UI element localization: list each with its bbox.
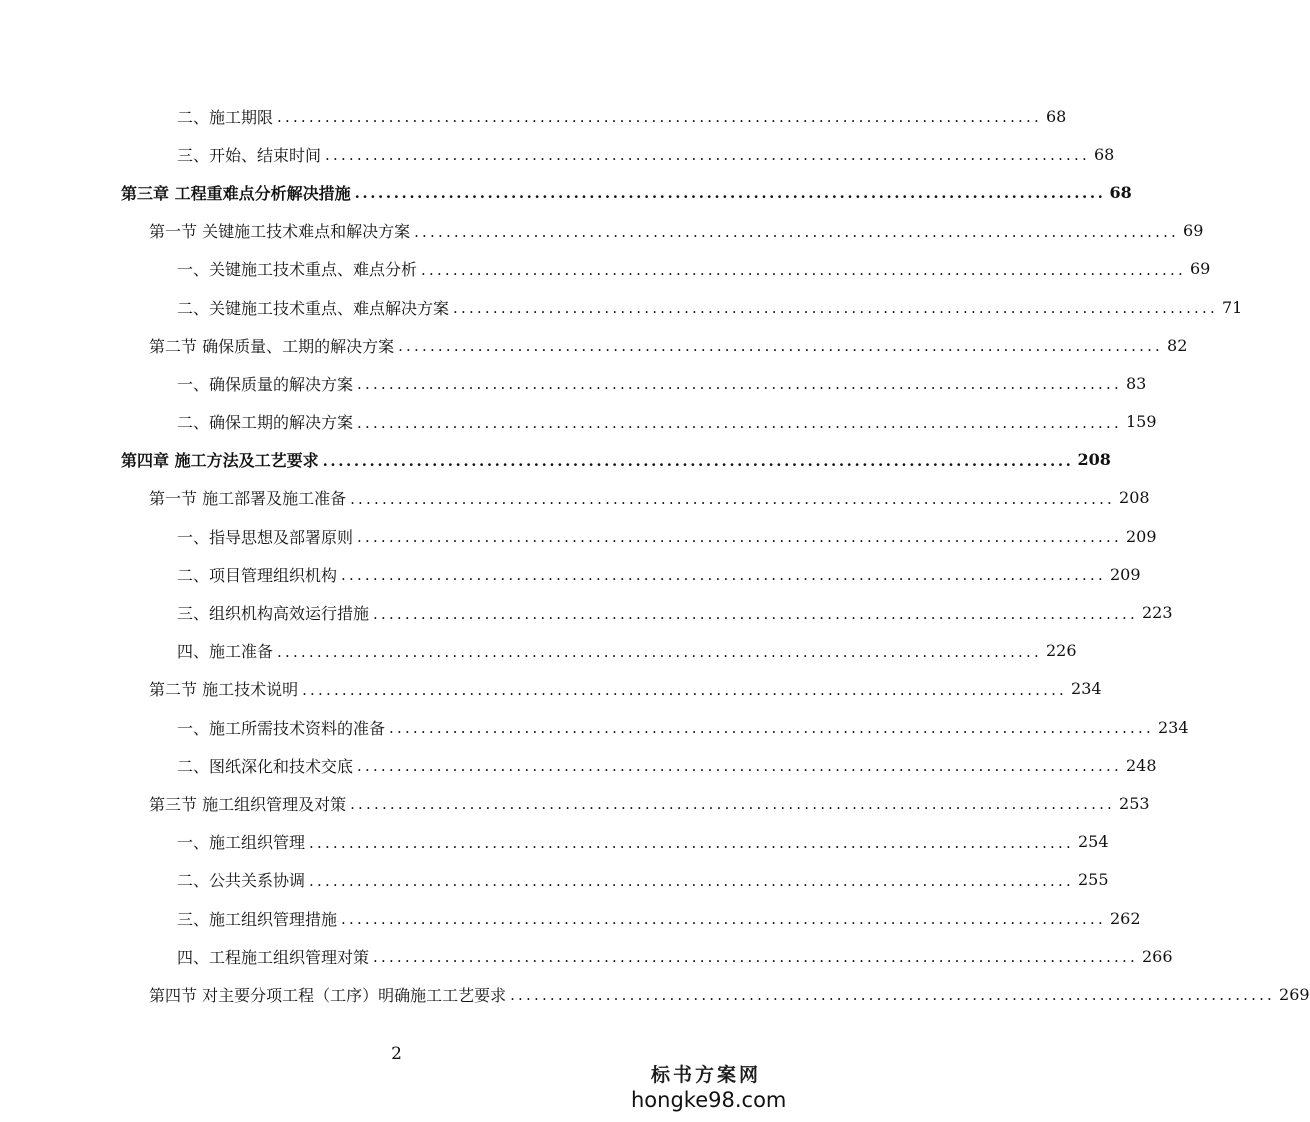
toc-entry-title: 一、指导思想及部署原则: [177, 527, 354, 547]
toc-entry[interactable]: [0, 97, 1067, 135]
toc-entry-title: 第一节 施工部署及施工准备: [149, 489, 347, 509]
toc-entry[interactable]: [0, 441, 1111, 479]
dot-leader: ................................................................................................: [357, 528, 1122, 547]
dot-leader: ................................................................................................: [373, 948, 1138, 967]
dot-leader: ................................................................................................: [354, 184, 1106, 203]
toc-entry-title: 二、关键施工技术重点、难点解决方案: [177, 298, 450, 318]
toc-entry-title: 三、施工组织管理措施: [177, 909, 338, 929]
toc-entry[interactable]: [0, 899, 1141, 937]
toc-entry-title: 第四节 对主要分项工程（工序）明确施工工艺要求: [149, 985, 507, 1005]
toc-entry[interactable]: [0, 250, 1211, 288]
toc-entry-title: 四、施工准备: [177, 642, 274, 662]
toc-entry-title: 二、公共关系协调: [177, 871, 306, 891]
dot-leader: ................................................................................................: [414, 222, 1180, 241]
toc-entry-title: 三、开始、结束时间: [177, 145, 322, 165]
watermark-logo: [631, 1064, 787, 1112]
dot-leader: ................................................................................................: [302, 680, 1068, 699]
toc-entry-title: 二、图纸深化和技术交底: [177, 756, 354, 776]
toc-entry-page: 253: [1119, 793, 1150, 813]
toc-entry-page: 68: [1045, 106, 1067, 126]
toc-entry-page: 69: [1189, 259, 1211, 279]
dot-leader: ................................................................................................: [322, 451, 1074, 470]
toc-entry[interactable]: [0, 555, 1141, 593]
dot-leader: ................................................................................................: [277, 108, 1042, 127]
dot-leader: ................................................................................................: [277, 642, 1042, 661]
toc-entry-page: 254: [1077, 832, 1109, 852]
watermark-site-name: 标书方案网: [650, 1064, 761, 1086]
dot-leader: ................................................................................................: [398, 337, 1164, 356]
toc-entry-page: 248: [1125, 755, 1157, 775]
toc-entry-page: 209: [1125, 526, 1157, 546]
toc-entry-page: 269: [1279, 984, 1310, 1004]
toc-entry-page: 69: [1183, 221, 1204, 241]
dot-leader: ................................................................................................: [357, 413, 1122, 432]
toc-entry-title: 第一节 关键施工技术难点和解决方案: [149, 222, 411, 242]
toc-entry[interactable]: [0, 403, 1157, 441]
toc-entry-page: 208: [1077, 450, 1111, 470]
dot-leader: ................................................................................................: [325, 146, 1090, 165]
dot-leader: ................................................................................................: [357, 757, 1122, 776]
toc-entry[interactable]: [0, 364, 1147, 402]
toc-entry-page: 266: [1141, 946, 1173, 966]
table-of-contents: [0, 97, 1310, 1014]
dot-leader: ................................................................................................: [309, 833, 1074, 852]
toc-entry[interactable]: [0, 288, 1243, 326]
toc-entry[interactable]: [0, 823, 1109, 861]
toc-entry[interactable]: [0, 861, 1109, 899]
toc-entry-page: 71: [1221, 297, 1243, 317]
watermark-url: hongke98.com: [631, 1088, 787, 1112]
toc-entry-title: 第四章 施工方法及工艺要求: [121, 451, 319, 471]
toc-entry-page: 234: [1157, 717, 1189, 737]
toc-entry[interactable]: [0, 593, 1173, 631]
dot-leader: ................................................................................................: [341, 566, 1106, 585]
toc-entry[interactable]: [0, 784, 1150, 822]
toc-entry[interactable]: [0, 975, 1310, 1013]
toc-entry[interactable]: [0, 517, 1157, 555]
dot-leader: ................................................................................................: [373, 604, 1138, 623]
toc-entry-title: 三、组织机构高效运行措施: [177, 604, 370, 624]
dot-leader: ................................................................................................: [350, 489, 1116, 508]
dot-leader: ................................................................................................: [453, 299, 1218, 318]
toc-entry[interactable]: [0, 326, 1188, 364]
toc-entry-page: 255: [1077, 870, 1109, 890]
toc-entry-title: 一、确保质量的解决方案: [177, 374, 354, 394]
toc-entry-page: 234: [1071, 679, 1102, 699]
dot-leader: ................................................................................................: [389, 719, 1154, 738]
toc-entry-page: 209: [1109, 564, 1141, 584]
toc-entry[interactable]: [0, 173, 1132, 211]
toc-entry-title: 一、关键施工技术重点、难点分析: [177, 260, 418, 280]
toc-entry[interactable]: [0, 746, 1157, 784]
toc-entry[interactable]: [0, 937, 1173, 975]
toc-entry-title: 第三节 施工组织管理及对策: [149, 794, 347, 814]
toc-entry-title: 四、工程施工组织管理对策: [177, 947, 370, 967]
toc-entry-page: 159: [1125, 412, 1157, 432]
toc-entry[interactable]: [0, 670, 1102, 708]
toc-entry-title: 第二节 确保质量、工期的解决方案: [149, 336, 395, 356]
toc-entry-page: 68: [1093, 144, 1115, 164]
toc-entry-page: 83: [1125, 373, 1147, 393]
toc-entry-title: 第二节 施工技术说明: [149, 680, 299, 700]
toc-entry-page: 208: [1119, 488, 1150, 508]
toc-entry-page: 262: [1109, 908, 1141, 928]
toc-entry[interactable]: [0, 135, 1115, 173]
toc-entry-page: 82: [1167, 335, 1188, 355]
page-number: 2: [391, 1044, 402, 1064]
toc-entry-title: 一、施工所需技术资料的准备: [177, 718, 386, 738]
dot-leader: ................................................................................................: [357, 375, 1122, 394]
toc-entry-title: 二、确保工期的解决方案: [177, 413, 354, 433]
toc-entry[interactable]: [0, 708, 1189, 746]
toc-entry-title: 二、施工期限: [177, 107, 274, 127]
dot-leader: ................................................................................................: [350, 795, 1116, 814]
dot-leader: ................................................................................................: [510, 986, 1276, 1005]
toc-entry[interactable]: [0, 479, 1150, 517]
toc-entry-page: 226: [1045, 641, 1077, 661]
dot-leader: ................................................................................................: [309, 871, 1074, 890]
toc-entry-title: 一、施工组织管理: [177, 833, 306, 853]
toc-entry[interactable]: [0, 212, 1204, 250]
dot-leader: ................................................................................................: [421, 260, 1186, 279]
toc-entry-page: 223: [1141, 603, 1173, 623]
toc-entry[interactable]: [0, 632, 1077, 670]
dot-leader: ................................................................................................: [341, 910, 1106, 929]
toc-entry-title: 第三章 工程重难点分析解决措施: [121, 183, 351, 203]
toc-entry-page: 68: [1109, 182, 1132, 202]
toc-entry-title: 二、项目管理组织机构: [177, 565, 338, 585]
